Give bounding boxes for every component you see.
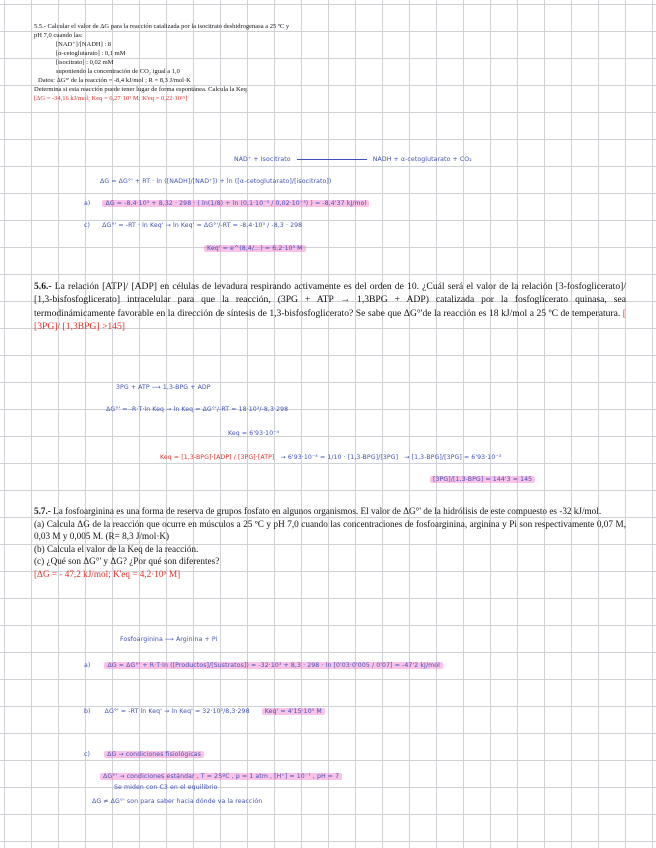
p57-a: (a) Calcula ΔG de la reacción que ocurre en músculos a 25 ºC y pH 7,0 cuando las concentraciones de fosfoarginina, arginina y Pi son respectivamente 0,07 M, 0,03 M y 0,005 M. (R= 8,3 J/mol·K): [34, 518, 626, 542]
hw56-final: [430, 476, 535, 483]
hw57-a-row: [84, 662, 443, 669]
hw55-a-label: a): [84, 200, 91, 207]
hw57-c-line3: Se miden con C3 en el equilibrio: [114, 784, 218, 791]
hw56-line4-right: → [1,3-BPG]/[3PG] = 6'93·10⁻³: [404, 454, 502, 461]
p57-intro: La fosfoarginina es una forma de reserva de grupos fosfato en algunos organismos. El valor de ΔG°' de la hidrólisis de este compuesto es -32 kJ/mol.: [53, 506, 602, 516]
hw55-reaction-left: NAD⁺ + Isocitrato: [234, 156, 291, 163]
p56-text: La relación [ATP]/ [ADP] en células de levadura respirando activamente es del orden de 10. ¿Cuál será el valor de la relación [3-fosfoglicerato]/ [1,3-bisfosfoglicerato] intracelular para que la reacción, (3PG + ATP → 1,3BPG + ADP) catalizada por la fosfoglicerato quinasa, sea termodinámicamente favorable en la dirección de síntesis de 1,3-bisfosfoglicerato? Se sabe que ΔG°'de la reacción es 18 kJ/mol a 25 ºC de temperatura.: [34, 281, 626, 319]
p56-number: 5.6.-: [34, 281, 52, 292]
hw57-c-label: c): [84, 751, 91, 758]
hw57-c-line2: [100, 773, 342, 780]
p57-intro-row: [34, 505, 626, 518]
hw55-result-text: Keq' = e^(8,4/…) = 6,2·10³ M: [204, 245, 306, 252]
hw57-c-title: ΔG → condiciones fisiológicas: [104, 751, 204, 758]
hw55-result: [204, 245, 306, 252]
hw55-a-calc: ΔG = -8,4·10³ + 8,32 · 298 · ( ln(1/8) + ln (0,1·10⁻³ / 0,02·10⁻³) ) = -8,4'37 kJ/mol: [102, 200, 369, 207]
hw57-b-calc: ΔG°' = -RT ln Keq' → ln Keq' = 32·10³/8,3·298: [104, 708, 250, 715]
hw57-b-row: [84, 708, 325, 715]
p57-answer: [ΔG = - 47,2 kJ/mol; K'eq = 4,2·10⁵ M]: [34, 568, 181, 579]
hw56-line4-mid: → 6'93·10⁻⁴ = 1/10 · [1,3-BPG]/[3PG]: [280, 454, 399, 461]
hw56-line4: [160, 454, 501, 461]
hw57-c-line4: ΔG ≠ ΔG°' son para saber hacia dónde va la reacción: [92, 798, 263, 805]
p55-line2: pH 7,0 cuando las:: [34, 32, 83, 39]
hw55-c-calc: ΔG°' = -RT · ln Keq' → ln Keq' = ΔG°'/-RT = -8,4·10³ / -8,3 · 298: [102, 222, 303, 229]
hw57-c-row: [84, 751, 204, 758]
p56-answer: [ [3PG]/ [1,3BPG] >145]: [34, 307, 626, 333]
p57-b: (b) Calcula el valor de la Keq de la reacción.: [34, 543, 199, 554]
hw57-c-line2-text: ΔG°' → condiciones estándar , T = 25ºC , p = 1 atm , [H⁺] = 10⁻⁷ , pH = 7: [100, 773, 342, 780]
hw56-line2: ΔG°' = -R·T·ln Keq → ln Keq = ΔG°'/-RT = 18·10³/-8,3·298: [106, 406, 289, 413]
problem-5-5: [34, 22, 634, 103]
p55-line3: Datos: ΔG°' de la reacción = -8,4 kJ/mol ; R = 8,3 J/mol·K: [38, 77, 191, 84]
hw55-reaction: [234, 156, 472, 163]
hw55-formula: ΔG = ΔG°' + RT · ln ([NADH]/[NAD⁺]) + ln ([α-cetoglutarato]/[isocitrato]): [100, 178, 332, 185]
problem-5-6: [34, 280, 626, 334]
p55-line4: Determina si esta reacción puede tener lugar de forma espontánea. Calcula la Keq: [34, 86, 247, 93]
p55-conc4: suponiendo la concentración de CO₂ igual a 1,0: [56, 68, 180, 75]
p57-c: (c) ¿Qué son ΔG°' y ΔG? ¿Por qué son diferentes?: [34, 556, 220, 567]
hw55-reaction-right: NADH + α-cetoglutarato + CO₂: [372, 156, 472, 163]
hw55-a-row: [84, 200, 369, 207]
p55-conc1: [NAD⁺]/[NADH] : 8: [56, 41, 112, 48]
hw55-c-label: c): [84, 222, 91, 229]
problem-5-7: [34, 505, 626, 581]
hw56-final-text: [3PG]/[1,3-BPG] = 144'3 ≈ 145: [430, 476, 535, 483]
hw57-reaction: Fosfoarginina ⟶ Arginina + Pi: [120, 636, 218, 643]
p55-conc2: [α-cetoglutarato] : 0,1 mM: [56, 50, 126, 57]
hw56-reaction: 3PG + ATP ⟶ 1,3-BPG + ADP: [116, 384, 211, 391]
hw56-keq: Keq = 6'93·10⁻⁴: [228, 430, 280, 437]
hw55-c-row: [84, 222, 302, 229]
hw57-b-label: b): [84, 708, 91, 715]
hw57-b-result: Keq' = 4'15·10⁵ M: [262, 708, 325, 715]
p55-line1: 5.5.- Calcular el valor de ΔG para la reacción catalizada por la isocitrato deshidrogenasa a 25 ºC y: [34, 23, 290, 30]
hw57-a-calc: ΔG = ΔG°' + R·T·ln ([Productos]/[Sustratos]) = -32·10³ + 8,3 · 298 · ln [0'03·0'005 / 0'07] = -47'2 kJ/mol: [104, 662, 443, 669]
p55-conc3: [isocitrato] : 0,02 mM: [56, 59, 114, 66]
hw56-line4-left: Keq = [1,3-BPG]·[ADP] / [3PG]·[ATP]: [160, 454, 275, 461]
p55-answer: [ΔG = -34,16 kJ/mol; Keq = 6,27·10¹ M; K'eq = 0,22·10¹⁵]: [34, 95, 188, 102]
p57-number: 5.7.-: [34, 506, 51, 516]
hw57-a-label: a): [84, 662, 91, 669]
